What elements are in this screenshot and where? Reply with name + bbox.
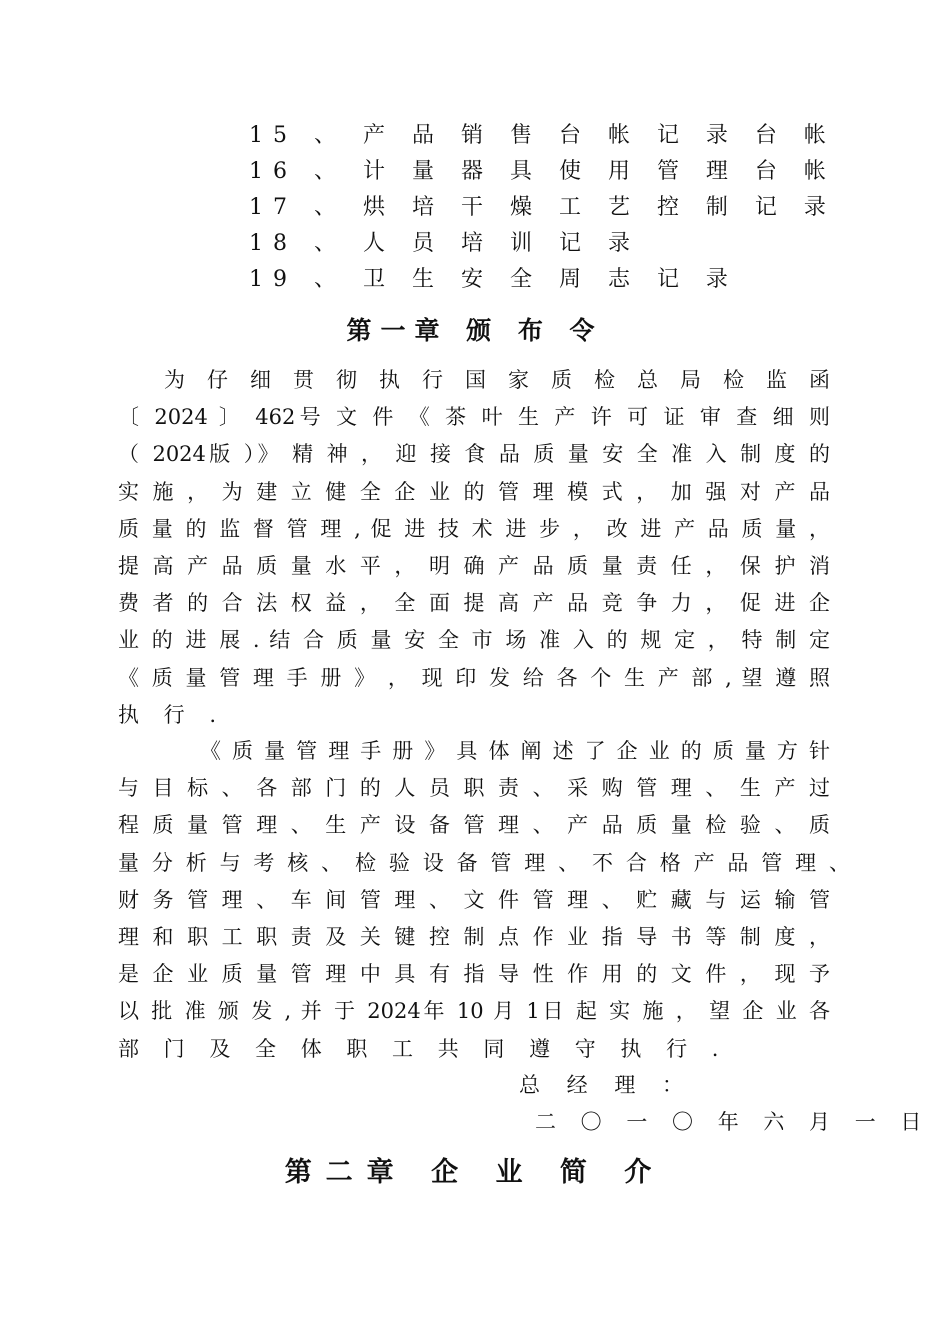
chapter2-title: 第二章 企 业 简 介 bbox=[284, 1157, 666, 1188]
paragraph-line: 为 仔 细 贯 彻 执 行 国 家 质 检 总 局 检 监 函 bbox=[164, 368, 830, 392]
paragraph-line: 执 行 . bbox=[118, 702, 226, 727]
paragraph-line: 《 质 量 管 理 手 册 》 ， 现 印 发 给 各 个 生 产 部 , 望 遵 照 bbox=[118, 665, 830, 690]
manual-description-paragraph bbox=[118, 733, 850, 1068]
paragraph-line: 量 分 析 与 考 核 、 检 验 设 备 管 理 、 不 合 格 产 品 管 理 、 bbox=[118, 850, 850, 875]
paragraph-line: 理 和 职 工 职 责 及 关 键 控 制 点 作 业 指 导 书 等 制 度 ， bbox=[118, 924, 830, 949]
list-item: 18 、 人 员 培 训 记 录 bbox=[249, 231, 640, 256]
paragraph-line: 部 门 及 全 体 职 工 共 同 遵 守 执 行 . bbox=[118, 1036, 728, 1061]
paragraph-line: 与 目 标 、 各 部 门 的 人 员 职 责 、 采 购 管 理 、 生 产 过 bbox=[118, 776, 830, 801]
paragraph-line: 是 企 业 质 量 管 理 中 具 有 指 导 性 作 用 的 文 件 ， 现 予 bbox=[118, 962, 830, 987]
paragraph-line: 业 的 进 展 . 结 合 质 量 安 全 市 场 准 入 的 规 定 ， 特 制 定 bbox=[118, 628, 830, 653]
paragraph-line: 提 高 产 品 质 量 水 平 ， 明 确 产 品 质 量 责 任 ， 保 护 消 bbox=[118, 553, 830, 578]
signature-title: 总 经 理 ： bbox=[519, 1073, 694, 1097]
record-list bbox=[249, 118, 836, 298]
paragraph-line: 实 施 ， 为 建 立 健 全 企 业 的 管 理 模 式 ， 加 强 对 产 品 bbox=[118, 479, 830, 504]
list-item: 15 、 产 品 销 售 台 帐 记 录 台 帐 bbox=[249, 123, 836, 148]
list-item: 19 、 卫 生 安 全 周 志 记 录 bbox=[249, 267, 738, 292]
paragraph-line: 费 者 的 合 法 权 益 ， 全 面 提 高 产 品 竞 争 力 ， 促 进 企 bbox=[118, 591, 830, 616]
promulgation-paragraph bbox=[118, 362, 830, 734]
chapter1-title: 第一章 颁 布 令 bbox=[346, 316, 604, 345]
list-item: 16 、 计 量 器 具 使 用 管 理 台 帐 bbox=[249, 159, 836, 184]
paragraph-line: 程 质 量 管 理 、 生 产 设 备 管 理 、 产 品 质 量 检 验 、 质 bbox=[118, 813, 830, 838]
paragraph-line: 财 务 管 理 、 车 间 管 理 、 文 件 管 理 、 贮 藏 与 运 输 管 bbox=[118, 887, 830, 912]
list-item: 17 、 烘 培 干 燥 工 艺 控 制 记 录 bbox=[249, 195, 836, 220]
paragraph-line: 以 批 准 颁 发 , 并 于 2024年 10 月 1日 起 实 施 ， 望 企 业 各 bbox=[118, 999, 830, 1024]
paragraph-line: 《 质 量 管 理 手 册 》 具 体 阐 述 了 企 业 的 质 量 方 针 bbox=[200, 739, 830, 763]
paragraph-line: （ 2024版 ）》 精 神 ， 迎 接 食 品 质 量 安 全 准 入 制 度 的 bbox=[118, 442, 830, 467]
paragraph-line: 〔 2024 〕 462号 文 件 《 茶 叶 生 产 许 可 证 审 查 细 则 bbox=[118, 405, 830, 430]
signature-date: 二 〇 一 〇 年 六 月 一 日 bbox=[535, 1110, 931, 1134]
paragraph-line: 质 量 的 监 督 管 理 , 促 进 技 术 进 步 ， 改 进 产 品 质 量 ， bbox=[118, 516, 830, 541]
